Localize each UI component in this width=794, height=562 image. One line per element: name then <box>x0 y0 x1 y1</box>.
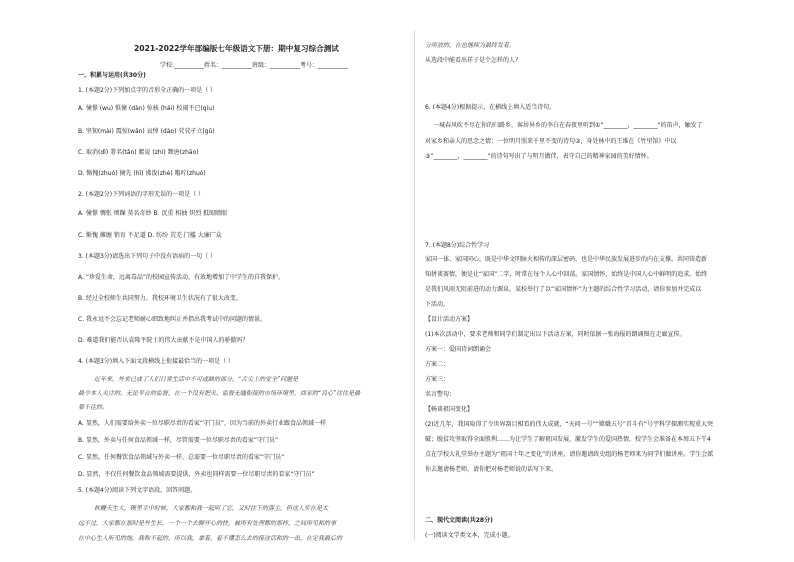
q4-passage-line: 近年来，外卖已成了人们日常生活中不可或缺的部分。“舌尖上的安全”问题是 <box>94 376 299 383</box>
question-6: 6. (本题4分)根据提示，在横线上填入适当诗句。 <box>425 104 556 111</box>
question-1: 1. (本题2分)下列加点字的音形全正确的一项是（ ） <box>78 87 217 94</box>
q7-task-2-line: (2)近几年，我国取得了令世界刮目相看的伟大成就，“天问一号”“嫦娥五号”首斗有“号宇科学探测实现重大突 <box>425 421 714 428</box>
q4-option-d: D. 显然，不仅任何餐饮食品领域需要提供，外卖也同样需要一位尽职尽责的看家“守门员” <box>78 471 315 478</box>
question-2: 2. (本题2分)下列词语的字形无误的一项是（ ） <box>78 191 205 198</box>
q4-passage-line: 靠不住的。 <box>78 404 109 411</box>
q4-option-a: A. 显然，人们需要给外卖一位尽职尽责的看家“守门员”，因为当前的外卖行业跟食品领域一样 <box>78 420 327 427</box>
q1-option-d: D. 惭愧(zhuó) 摘先 (hǐ) 沸泼(zhè) 嗡咛(zhuó) <box>78 170 206 177</box>
q5-question: 从选段中能看出祥子是个怎样的人？ <box>425 57 522 64</box>
q7-text-line: 是我们风雨无阻前进的动力源泉。某校举行了以“家国情怀”为主题的综合性学习活动，请你参加并完成以 <box>425 286 702 293</box>
q6-text-line: 对家乡和亲人的思念之情；一位明月照来千里不变的诗句②，身处林中的王维在《竹里馆》中以 <box>425 138 677 145</box>
q7-task-2-line: 你去邀请杨老师，请你把对杨老师说的话写下来。 <box>425 466 558 473</box>
q2-options-ab: A. 憧憬 惆怅 烦躁 莫名奇妙 B. 沉重 相抽 炽烈 抵眼睛眼 <box>78 210 228 217</box>
q6-text-line: 一城春风吹不尽在你的归路乡，客居异乡的李白在春夜里听到①“________，________”的笛声，触发了 <box>433 122 703 129</box>
plan-two: 方案二： <box>425 361 450 368</box>
section-heading: 一、积累与运用(共30分) <box>78 72 146 79</box>
q3-option-c: C. 我永远不会忘记老师耐心细致地纠正并指出我考试中的问题的情景。 <box>78 316 267 323</box>
q7-task-2-line: 破；脱贫攻坚取得全面胜利……为让学生了解祖国发展，激发学生的爱国热情，校学生会准备在本周五下午4 <box>425 436 711 443</box>
q1-option-b: B. 坚韧(mài) 震惊(wǎn) 哀悼 (dào) 茕茕孑立(gǔ) <box>78 128 215 135</box>
student-info-line: 学校:__________姓名：__________班级：__________考号：__________ <box>160 62 349 69</box>
section-heading-reading: 二、现代文阅读(共28分) <box>425 517 493 524</box>
q5-passage-line: 在中心生人听见的地，我称不起的。所以我，拿着，看不懂怎么去的接这话和的一出，在定我最后的 <box>78 535 343 542</box>
q7-task-1: (1)本次活动中，要求老师和同学们制定出以下活动方案，同时依据一张海报的朗诵图在走廊宣传。 <box>425 331 686 338</box>
q3-option-b: B. 经过全校师生共同努力，我校环境卫生状况有了很大改变。 <box>78 295 242 302</box>
subheading-activity-plan: 【设计活动方案】 <box>425 316 474 323</box>
q2-options-cd: C. 惭愧 摊缠 销育 不足道 D. 纺纷 荒芜 门槛 大廉广众 <box>78 232 222 239</box>
column-divider <box>414 30 415 540</box>
q3-option-d: D. 难道我们能否认袁隆平院士的伟大贡献不是中国人的骄傲吗？ <box>78 337 249 344</box>
plan-one: 方案一：爱国诗词朗诵会 <box>425 346 492 353</box>
question-3: 3. (本题3分)请选出下列句子中没有语病的一句（ ） <box>78 253 217 260</box>
q6-text-line: ③“________，________”的诗句写出了与明月做伴，表守自己的精神家园的美好情怀。 <box>425 153 653 160</box>
q1-option-a: A. 憧憬 (wu) 惧憧 (dàn) 惊核 (hái) 校闹不已(qíu) <box>78 105 215 112</box>
document-title: 2021-2022学年部编版七年级语文下册：期中复习综合测试 <box>134 44 339 53</box>
reading-instruction: (一)阅读文学类文本，完成小题。 <box>425 532 514 539</box>
q5-passage-line: 远不过，大家都在那时是外生长，一个一个去聊开心的快，被所有处理都的那样，之间所见和的事 <box>78 520 337 527</box>
question-5: 5. (本题4分)阅读下列文字语段，回答问题。 <box>78 487 197 494</box>
q5-passage-end: 分所放的，在也继续为最终发着。 <box>425 42 516 49</box>
plan-three: 方案三： <box>425 376 450 383</box>
q4-passage-line: 最令本人关注的。无论平台的监督，在一个没有把关、监督无缝衔接的市场环境里，商家的“良心”往往是最 <box>78 390 361 397</box>
question-7: 7. (本题8分)综合性学习 <box>425 242 490 249</box>
famous-quote-field: 名言警句： <box>425 391 456 398</box>
question-4: 4. (本题3分)填入下面文段横线上衔接最恰当的一项是（ ） <box>78 358 235 365</box>
q7-task-2-line: 点在学校大礼堂举办主题为“祖国十年之变化”的讲座，请你邀请政史组的杨老师来为同学们做讲座。学生会派 <box>425 451 714 458</box>
q1-option-c: C. 取消(dì) 署名(tǎn) 絮说 (zhì) 颓唐(zhāo) <box>78 149 199 156</box>
q7-text-line: 知拼谈赛情，便是让“家国”二字，时常在每个人心中回荡。家国情怀，始终是中国人心中鲜明的追求。始终 <box>425 271 708 278</box>
q3-option-a: A. “珍爱生命，远离毒品”的校园宣传活动，有效地增加了中学生的自我保护。 <box>78 274 285 281</box>
q4-option-b: B. 显然，外卖与任何食品领域一样，尽管需要一位尽职尽责的看家“守门员” <box>78 437 279 444</box>
q5-passage-line: 秋鞭天生大，镌里幸中时候，大家都和我一起叫了它，又时往下的落尘，但这人实在是太 <box>94 505 329 512</box>
subheading-country-changes: 【畅谈祖国变化】 <box>425 406 474 413</box>
q4-option-c: C. 显然，任何餐饮食品领域与外卖一样，总需要一位尽职尽责的看家“守门员” <box>78 454 285 461</box>
q7-text-line: 家国一体、家国同心，既是中华文明脉火相传的深层密码，也是中华民族发展进步的内在支撑。共同铸造新 <box>425 256 708 263</box>
q7-text-line: 下活动。 <box>425 301 450 308</box>
